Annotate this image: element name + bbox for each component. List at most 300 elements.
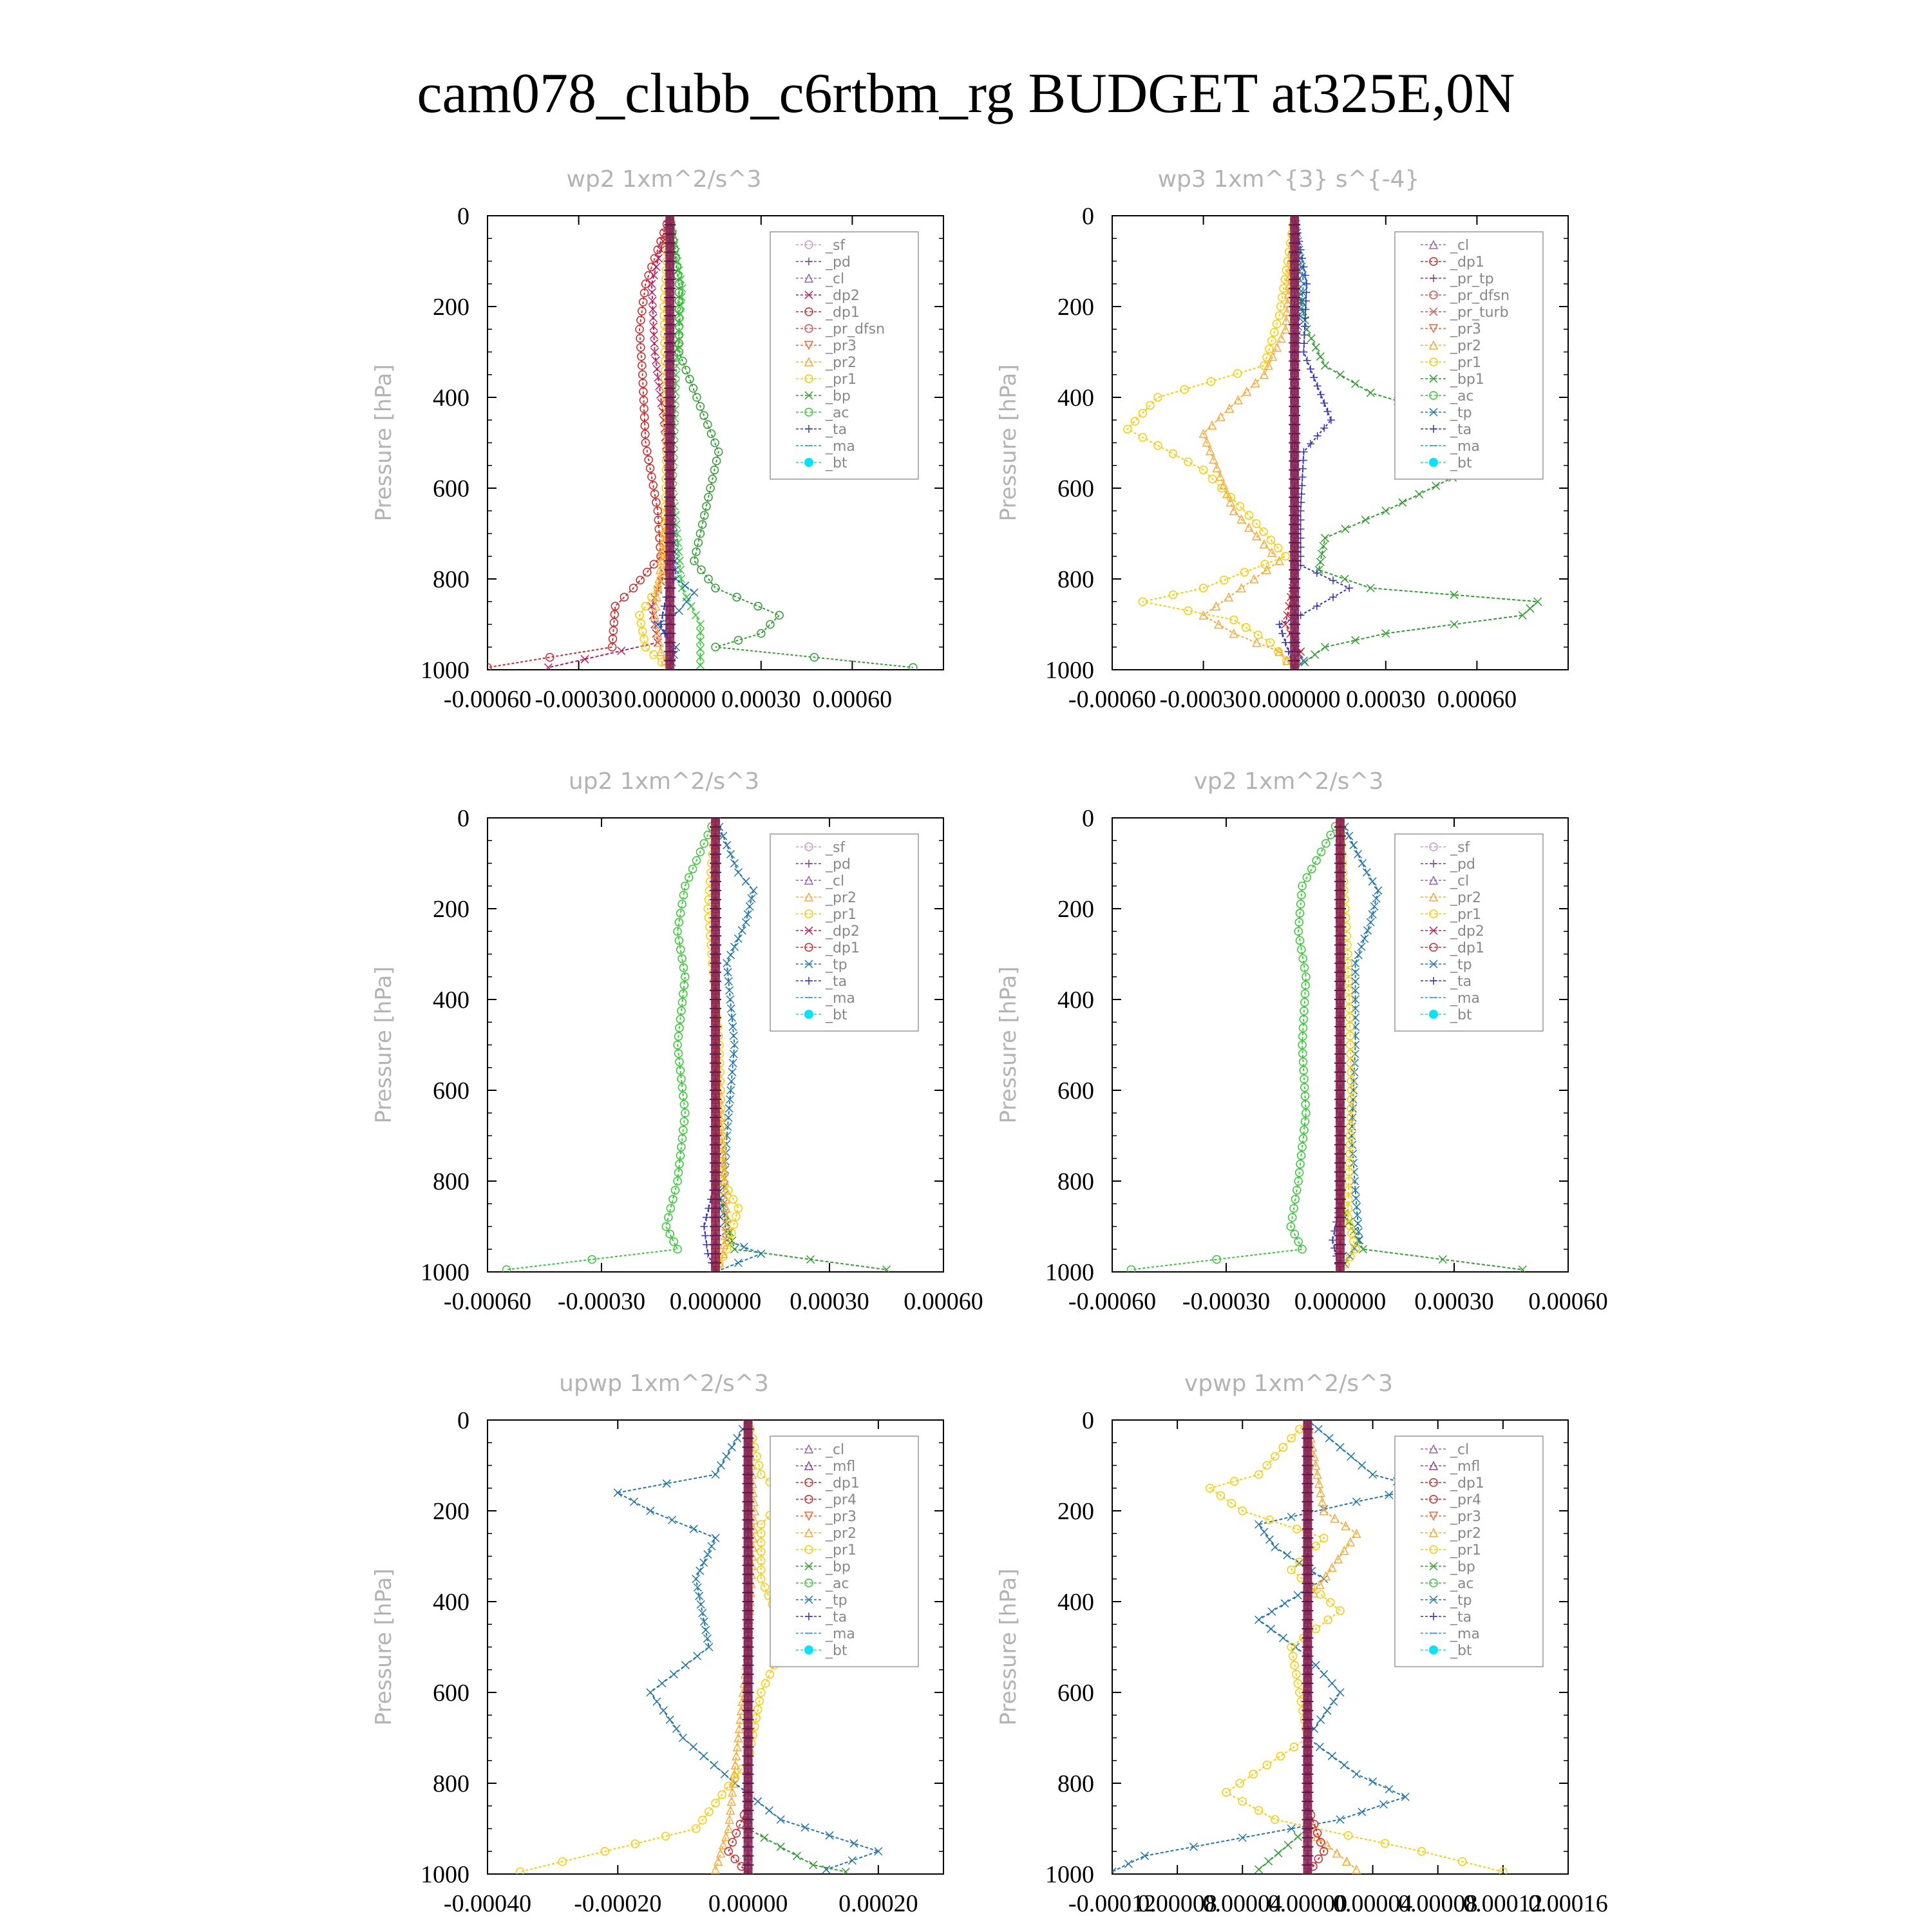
data-point xyxy=(1243,388,1251,395)
y-axis-label: Pressure [hPa] xyxy=(996,364,1021,522)
legend-label: _ma xyxy=(825,439,855,455)
data-point xyxy=(1274,1850,1282,1857)
legend-label: _pr3 xyxy=(825,338,857,354)
data-point xyxy=(1299,465,1307,473)
data-point xyxy=(1268,1608,1276,1616)
data-point xyxy=(666,1230,674,1238)
x-tick-label: -0.00030 xyxy=(557,1288,646,1315)
data-point xyxy=(1317,1716,1325,1723)
data-point xyxy=(1253,639,1260,647)
legend-label: _ac xyxy=(1450,1576,1474,1592)
data-point xyxy=(1316,1743,1323,1751)
data-point xyxy=(1307,365,1314,373)
data-point xyxy=(1260,528,1267,536)
data-point xyxy=(734,869,742,876)
data-point xyxy=(1131,417,1139,425)
data-point xyxy=(1341,575,1349,583)
data-point xyxy=(1312,343,1320,351)
data-point xyxy=(667,1204,674,1212)
y-tick-label: 0 xyxy=(1082,203,1094,230)
legend-label: _dp1 xyxy=(1450,254,1484,270)
data-point xyxy=(1320,399,1328,407)
legend-label: _ta xyxy=(825,974,848,990)
data-point xyxy=(696,1567,704,1575)
legend-label: _pr1 xyxy=(1450,1542,1481,1558)
panel-title: up2 1xm^2/s^3 xyxy=(568,768,760,795)
data-point xyxy=(710,1761,718,1769)
data-point xyxy=(618,647,625,655)
data-point xyxy=(1358,1808,1366,1816)
data-point xyxy=(1358,1462,1366,1470)
legend-label: _ta xyxy=(825,422,848,438)
data-point xyxy=(704,421,712,428)
data-point xyxy=(736,1820,744,1828)
data-point xyxy=(692,1575,700,1583)
data-point xyxy=(1336,371,1344,379)
legend-label: _tp xyxy=(1450,405,1472,421)
data-point xyxy=(700,1752,708,1760)
legend-label: _cl xyxy=(825,873,845,889)
legend-label: _ma xyxy=(1450,1626,1480,1642)
data-point xyxy=(1323,1707,1331,1714)
data-point xyxy=(1280,1634,1287,1642)
legend-label: _dp1 xyxy=(1450,1475,1484,1492)
data-point xyxy=(671,1186,679,1194)
legend-label: _dp2 xyxy=(825,923,860,940)
data-point xyxy=(697,1600,705,1608)
x-tick-label: 0.00060 xyxy=(1528,1288,1608,1315)
data-point xyxy=(1351,1050,1359,1058)
legend-label: _pr1 xyxy=(1450,355,1481,371)
legend-label: _mfl xyxy=(1450,1459,1481,1475)
x-tick-label: -0.00040 xyxy=(443,1890,532,1917)
data-point xyxy=(1298,473,1306,481)
data-point xyxy=(1367,584,1374,592)
y-tick-label: 1000 xyxy=(1045,1259,1094,1286)
data-point xyxy=(1294,1591,1302,1599)
data-point xyxy=(1301,331,1309,339)
legend-label: _ta xyxy=(1450,422,1472,438)
y-tick-label: 600 xyxy=(1057,1680,1094,1707)
data-point xyxy=(1283,1551,1291,1559)
legend-label: _pr3 xyxy=(1450,1509,1481,1525)
data-point xyxy=(1336,1815,1344,1823)
data-point xyxy=(630,1498,638,1506)
legend-label: _bt xyxy=(825,1643,848,1659)
data-point xyxy=(1329,576,1337,584)
data-point xyxy=(1316,353,1324,361)
data-point xyxy=(702,1626,710,1634)
data-point xyxy=(696,661,704,669)
data-point xyxy=(1217,413,1225,421)
data-point xyxy=(1321,362,1329,370)
x-tick-label: 0.000000 xyxy=(1294,1288,1387,1315)
data-point xyxy=(1328,1752,1336,1760)
legend-label: _pd xyxy=(1450,857,1475,873)
data-point xyxy=(703,1241,710,1249)
data-point xyxy=(1385,1785,1393,1793)
y-tick-label: 800 xyxy=(433,1770,469,1797)
data-point xyxy=(1267,1625,1275,1633)
data-point xyxy=(1329,593,1337,601)
legend-marker xyxy=(804,1010,813,1019)
data-point xyxy=(1352,1770,1360,1778)
legend-label: _pr_dfsn xyxy=(825,321,886,337)
y-tick-label: 200 xyxy=(433,294,469,321)
data-point xyxy=(681,1662,689,1669)
x-tick-label: 0.00004 xyxy=(1332,1890,1413,1917)
legend-label: _ta xyxy=(1450,1609,1472,1625)
data-point xyxy=(700,1223,708,1231)
data-point xyxy=(1358,860,1366,867)
legend-label: _ma xyxy=(1450,990,1480,1007)
data-point xyxy=(730,1032,737,1039)
data-point xyxy=(658,1680,666,1687)
data-point xyxy=(696,645,704,653)
legend-label: _ma xyxy=(825,990,855,1007)
y-tick-label: 400 xyxy=(433,1589,469,1616)
x-tick-label: 0.00000 xyxy=(1267,1890,1348,1917)
panel-title: vp2 1xm^2/s^3 xyxy=(1193,768,1384,795)
x-tick-label: 0.00000 xyxy=(708,1890,788,1917)
y-tick-label: 200 xyxy=(1057,1498,1094,1525)
data-point xyxy=(723,960,731,967)
data-point xyxy=(731,943,739,951)
y-axis-label: Pressure [hPa] xyxy=(996,1568,1021,1726)
data-point xyxy=(1320,1671,1328,1678)
y-tick-label: 600 xyxy=(1057,1077,1094,1104)
data-point xyxy=(1401,1793,1409,1801)
x-tick-label: 0.00060 xyxy=(904,1288,983,1315)
data-point xyxy=(1363,869,1370,876)
x-tick-label: -0.00060 xyxy=(1068,686,1157,713)
data-point xyxy=(757,1250,765,1258)
data-point xyxy=(1327,416,1335,424)
legend-label: _bp1 xyxy=(1450,372,1484,388)
data-point xyxy=(647,1689,654,1696)
data-point xyxy=(1367,389,1374,397)
legend-label: _sf xyxy=(825,840,846,856)
data-point xyxy=(1282,639,1289,647)
data-point xyxy=(672,1725,680,1732)
panel-title: upwp 1xm^2/s^3 xyxy=(559,1370,769,1397)
y-tick-label: 800 xyxy=(433,566,469,593)
legend-label: _ta xyxy=(1450,974,1472,990)
chart-panel-vpwp xyxy=(996,1370,1608,1917)
y-tick-label: 1000 xyxy=(1045,657,1094,684)
y-tick-label: 800 xyxy=(1057,566,1094,593)
x-tick-label: 0.00060 xyxy=(812,686,893,713)
x-tick-label: 0.00008 xyxy=(1137,1890,1217,1917)
panel-title: vpwp 1xm^2/s^3 xyxy=(1184,1370,1394,1397)
data-point xyxy=(647,1507,654,1515)
data-point xyxy=(1352,1195,1360,1202)
data-point xyxy=(1347,1452,1355,1460)
y-tick-label: 1000 xyxy=(1045,1861,1094,1888)
y-tick-label: 0 xyxy=(457,1407,469,1434)
data-point xyxy=(726,996,734,1003)
data-point xyxy=(650,339,658,347)
y-tick-label: 600 xyxy=(433,1077,469,1104)
data-point xyxy=(1399,498,1406,506)
data-point xyxy=(722,1833,730,1841)
data-point xyxy=(1313,602,1321,610)
legend-label: _cl xyxy=(1450,873,1470,889)
data-point xyxy=(1341,525,1349,533)
data-point xyxy=(1287,1513,1295,1520)
data-point xyxy=(701,1232,709,1240)
y-tick-label: 800 xyxy=(1057,1168,1094,1195)
y-tick-label: 200 xyxy=(433,1498,469,1525)
legend-label: _cl xyxy=(825,1442,845,1458)
data-point xyxy=(679,1734,687,1742)
data-point xyxy=(1314,382,1321,390)
legend-label: _tp xyxy=(825,1593,848,1609)
figure-title: cam078_clubb_c6rtbm_rg BUDGET at325E,0N xyxy=(417,62,1515,125)
data-point xyxy=(1324,1616,1332,1624)
data-point xyxy=(1293,1525,1301,1533)
y-tick-label: 400 xyxy=(1057,987,1094,1014)
data-point xyxy=(1379,1801,1387,1808)
data-point xyxy=(1349,1095,1357,1103)
y-tick-label: 200 xyxy=(1057,896,1094,923)
legend-label: _cl xyxy=(825,271,845,287)
data-point xyxy=(1184,458,1192,466)
data-point xyxy=(1276,1752,1284,1760)
data-point xyxy=(723,841,731,849)
x-tick-label: 0.000000 xyxy=(623,686,716,713)
data-point xyxy=(1281,1600,1289,1607)
x-tick-label: -0.00030 xyxy=(1182,1288,1271,1315)
y-tick-label: 800 xyxy=(433,1168,469,1195)
data-point xyxy=(649,314,657,322)
data-point xyxy=(731,860,739,867)
data-point xyxy=(1369,1778,1377,1786)
y-tick-label: 600 xyxy=(433,475,469,502)
legend-label: _pr_tp xyxy=(1450,271,1494,287)
data-point xyxy=(692,1825,700,1833)
legend-label: _pr_turb xyxy=(1450,305,1509,321)
legend-label: _ta xyxy=(825,1609,848,1625)
data-point xyxy=(1300,348,1307,356)
data-point xyxy=(670,1671,677,1678)
data-point xyxy=(1316,558,1324,566)
data-point xyxy=(775,611,783,619)
x-tick-label: 0.00030 xyxy=(790,1288,869,1315)
x-tick-label: 0.00004 xyxy=(1202,1890,1283,1917)
legend-label: _ma xyxy=(825,1626,855,1642)
data-point xyxy=(650,651,658,659)
data-point xyxy=(648,289,656,296)
legend-label: _ac xyxy=(825,405,849,421)
y-axis-label: Pressure [hPa] xyxy=(371,1568,397,1726)
data-point xyxy=(1361,516,1369,524)
legend-marker xyxy=(804,458,813,467)
data-point xyxy=(712,1471,719,1479)
legend-marker xyxy=(1429,458,1438,467)
x-tick-label: -0.00060 xyxy=(1068,1288,1157,1315)
legend-label: _bt xyxy=(825,455,848,471)
y-tick-label: 1000 xyxy=(421,1259,469,1286)
legend-label: _dp2 xyxy=(1450,923,1484,940)
y-tick-label: 400 xyxy=(433,987,469,1014)
legend-label: _bt xyxy=(1450,1007,1472,1023)
data-point xyxy=(1308,865,1316,873)
legend-label: _mfl xyxy=(825,1459,856,1475)
x-tick-label: -0.00060 xyxy=(443,1288,532,1315)
data-point xyxy=(717,1462,724,1470)
data-point xyxy=(1328,1680,1336,1687)
data-point xyxy=(665,1213,672,1221)
data-point xyxy=(712,584,719,592)
series-line-dp1 xyxy=(1132,818,1341,1270)
legend-label: _pr2 xyxy=(825,355,857,371)
data-point xyxy=(1294,1833,1302,1841)
y-tick-label: 0 xyxy=(1082,805,1094,832)
data-point xyxy=(1302,289,1310,296)
data-point xyxy=(653,365,661,373)
data-point xyxy=(727,951,735,959)
y-axis-label: Pressure [hPa] xyxy=(996,966,1021,1124)
data-point xyxy=(1526,605,1534,612)
y-tick-label: 600 xyxy=(433,1680,469,1707)
x-tick-label: 0.00012 xyxy=(1463,1890,1543,1917)
data-point xyxy=(724,1848,732,1855)
data-point xyxy=(1314,1425,1322,1433)
data-point xyxy=(692,611,699,619)
legend-marker xyxy=(1429,1010,1438,1019)
data-point xyxy=(1350,841,1358,849)
data-point xyxy=(689,384,697,392)
legend-label: _bp xyxy=(1450,1559,1475,1575)
legend-label: _pr4 xyxy=(825,1492,857,1508)
data-point xyxy=(666,1716,674,1723)
legend-label: _ma xyxy=(1450,439,1480,455)
x-tick-label: 0.00030 xyxy=(721,686,801,713)
data-point xyxy=(793,1852,800,1860)
data-point xyxy=(726,987,734,994)
data-point xyxy=(734,636,742,644)
data-point xyxy=(1416,490,1423,498)
chart-panel-wp3 xyxy=(996,166,1568,713)
data-point xyxy=(1300,457,1307,464)
series-line-bp xyxy=(1259,1420,1308,1870)
data-point xyxy=(690,1525,697,1533)
y-tick-label: 400 xyxy=(433,384,469,412)
legend-label: _sf xyxy=(1450,840,1470,856)
legend-label: _cl xyxy=(1450,238,1470,254)
data-point xyxy=(690,589,698,596)
data-point xyxy=(1432,482,1440,489)
data-point xyxy=(714,1857,722,1865)
legend-label: _pr1 xyxy=(825,372,857,388)
data-point xyxy=(826,1832,833,1839)
data-point xyxy=(1265,1516,1273,1524)
y-tick-label: 400 xyxy=(1057,1589,1094,1616)
legend-label: _pr4 xyxy=(1450,1492,1481,1508)
data-point xyxy=(742,918,750,926)
data-point xyxy=(1271,1452,1279,1460)
data-point xyxy=(1236,1779,1244,1787)
data-point xyxy=(1382,507,1390,515)
data-point xyxy=(728,1068,736,1076)
data-point xyxy=(1307,334,1315,342)
legend-label: _dp1 xyxy=(825,305,860,321)
data-point xyxy=(754,1797,762,1805)
data-point xyxy=(682,366,690,374)
x-tick-label: 0.00030 xyxy=(1346,686,1426,713)
panel-title: wp2 1xm^2/s^3 xyxy=(566,166,762,193)
legend-label: _pr2 xyxy=(1450,890,1481,906)
data-point xyxy=(1240,568,1248,576)
legend-label: _bt xyxy=(1450,455,1472,471)
data-point xyxy=(1354,1220,1362,1227)
data-point xyxy=(705,1808,713,1815)
data-point xyxy=(822,1866,830,1873)
chart-panel-upwp xyxy=(371,1370,943,1917)
legend-label: _dp1 xyxy=(825,940,860,956)
data-point xyxy=(766,1671,773,1678)
data-point xyxy=(1354,951,1362,959)
series-line-pr2 xyxy=(1204,216,1295,670)
data-point xyxy=(761,1584,769,1591)
data-point xyxy=(1352,1498,1360,1506)
data-point xyxy=(1282,553,1289,560)
data-point xyxy=(662,1223,670,1231)
data-point xyxy=(707,430,715,437)
data-point xyxy=(850,1839,858,1847)
data-point xyxy=(761,1834,768,1842)
data-point xyxy=(766,621,774,629)
data-point xyxy=(1231,1477,1238,1485)
data-point xyxy=(700,1558,708,1566)
series-line-pr1 xyxy=(670,216,700,665)
legend-label: _pr3 xyxy=(825,1509,857,1525)
data-point xyxy=(1318,848,1325,856)
data-point xyxy=(1345,584,1353,592)
data-point xyxy=(694,1653,701,1660)
data-point xyxy=(1367,918,1374,926)
data-point xyxy=(704,1551,712,1558)
legend-label: _pd xyxy=(825,857,851,873)
data-point xyxy=(733,593,741,601)
data-point xyxy=(650,272,658,279)
y-tick-label: 1000 xyxy=(421,657,469,684)
data-point xyxy=(1350,1086,1358,1094)
x-tick-label: -0.00030 xyxy=(535,686,623,713)
data-point xyxy=(723,1452,730,1460)
legend-label: _bp xyxy=(825,1559,851,1575)
data-point xyxy=(719,1841,727,1849)
data-point xyxy=(712,1866,719,1873)
data-point xyxy=(1363,927,1371,934)
data-point xyxy=(1439,1256,1446,1264)
series-line-tp xyxy=(1112,1420,1421,1872)
data-point xyxy=(754,602,762,610)
data-point xyxy=(1265,1536,1273,1544)
data-point xyxy=(655,254,663,262)
data-point xyxy=(1310,374,1318,381)
data-point xyxy=(1369,1471,1377,1479)
data-point xyxy=(1345,832,1353,840)
y-tick-label: 400 xyxy=(1057,384,1094,412)
data-point xyxy=(1255,1616,1263,1624)
data-point xyxy=(742,878,750,886)
y-axis-label: Pressure [hPa] xyxy=(371,364,397,522)
x-tick-label: 0.00016 xyxy=(1528,1890,1608,1917)
data-point xyxy=(1220,576,1227,584)
data-point xyxy=(1300,339,1308,347)
